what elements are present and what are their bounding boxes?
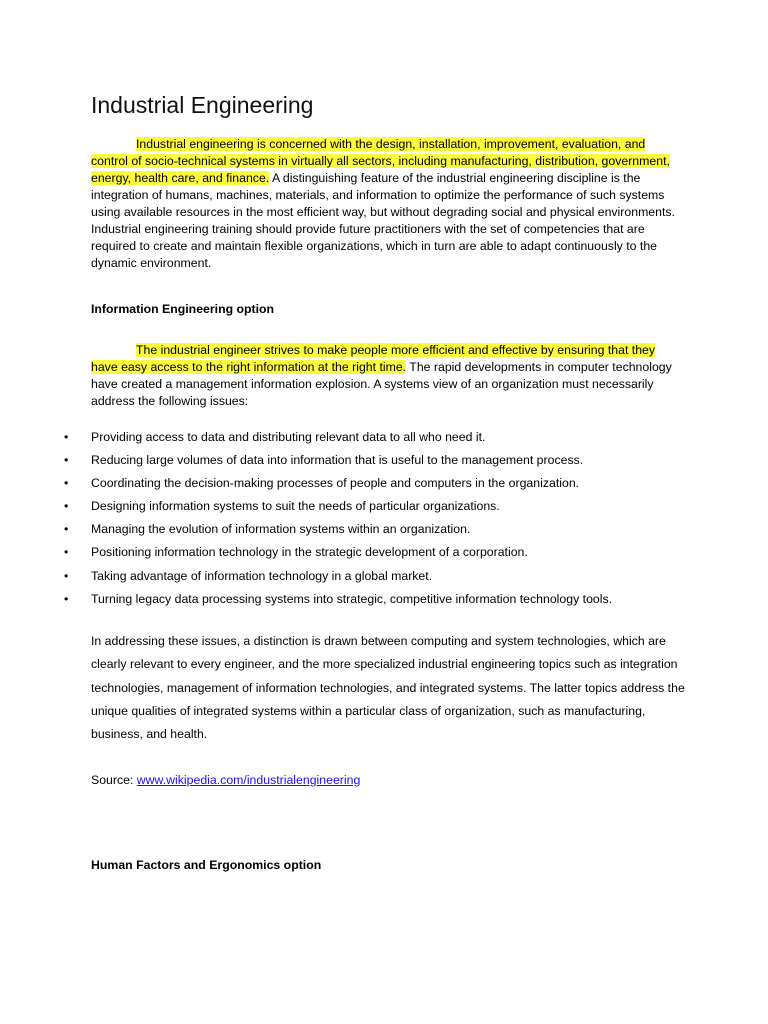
list-item-text: Taking advantage of information technology in a global market.: [91, 568, 433, 583]
bullet-icon: •: [64, 499, 69, 514]
intro-highlighted-text: Industrial engineering is concerned with the design, installation, improvement, evaluation, and control of socio-technical systems in virtually all sectors, including manufacturing, distribution, government, energy, health care, and finance.: [91, 137, 670, 185]
list-item: [0, 429, 768, 452]
intro-paragraph: [91, 136, 679, 272]
list-item-text: Positioning information technology in the strategic development of a corporation.: [91, 545, 528, 560]
bullet-icon: •: [64, 476, 69, 491]
bullet-icon: •: [64, 545, 69, 560]
bullet-icon: •: [64, 453, 69, 468]
list-item: [0, 498, 768, 521]
source-line: [91, 772, 360, 789]
bullet-icon: •: [64, 430, 69, 444]
source-label: Source:: [91, 773, 137, 787]
information-engineering-highlighted-text: The industrial engineer strives to make people more efficient and effective by ensuring that they have easy access to the right information at the right time.: [91, 343, 656, 374]
list-item-text: Providing access to data and distributing relevant data to all who need it.: [91, 430, 486, 444]
information-engineering-body-text: The rapid developments in computer technology have created a management information explosion. A systems view of an organization must necessarily address the following issues:: [91, 360, 672, 408]
list-item-text: Turning legacy data processing systems into strategic, competitive information technology tools.: [91, 591, 613, 606]
closing-paragraph: In addressing these issues, a distinction is drawn between computing and system technologies, which are clearly relevant to every engineer, and the more specialized industrial engineering topics such as integration technologies, management of information technologies, and integrated systems. The latter topics address the unique qualities of integrated systems within a particular class of organization, such as manufacturing, business, and health.: [91, 634, 685, 742]
bullet-icon: •: [64, 522, 69, 537]
issues-bullet-list: [0, 429, 768, 614]
list-item-text: Coordinating the decision-making processes of people and computers in the organization.: [91, 476, 580, 491]
list-item-text: Designing information systems to suit the needs of particular organizations.: [91, 499, 500, 514]
list-item: [0, 452, 768, 475]
list-item-text: Managing the evolution of information systems within an organization.: [91, 522, 471, 537]
list-item: [0, 521, 768, 544]
list-item: [0, 475, 768, 498]
intro-body-text: A distinguishing feature of the industrial engineering discipline is the integration of humans, machines, materials, and information to optimize the performance of such systems using available resources in the most efficient way, but without degrading social and physical environments. Industrial engineering training should provide future practitioners with the set of competencies that are required to create and maintain flexible organizations, which in turn are able to adapt continuously to the dynamic environment.: [91, 171, 675, 270]
section-heading-human-factors: Human Factors and Ergonomics option: [91, 858, 322, 872]
document-title: Industrial Engineering: [91, 92, 314, 118]
list-item: [0, 544, 768, 567]
list-item-text: Reducing large volumes of data into information that is useful to the management process.: [91, 453, 584, 468]
source-link[interactable]: www.wikipedia.com/industrialengineering: [136, 773, 361, 787]
list-item: [0, 591, 768, 614]
bullet-icon: •: [64, 591, 69, 606]
list-item: [0, 568, 768, 591]
bullet-icon: •: [64, 568, 69, 583]
section-heading-information-engineering: Information Engineering option: [91, 302, 275, 316]
information-engineering-paragraph: [91, 342, 679, 410]
